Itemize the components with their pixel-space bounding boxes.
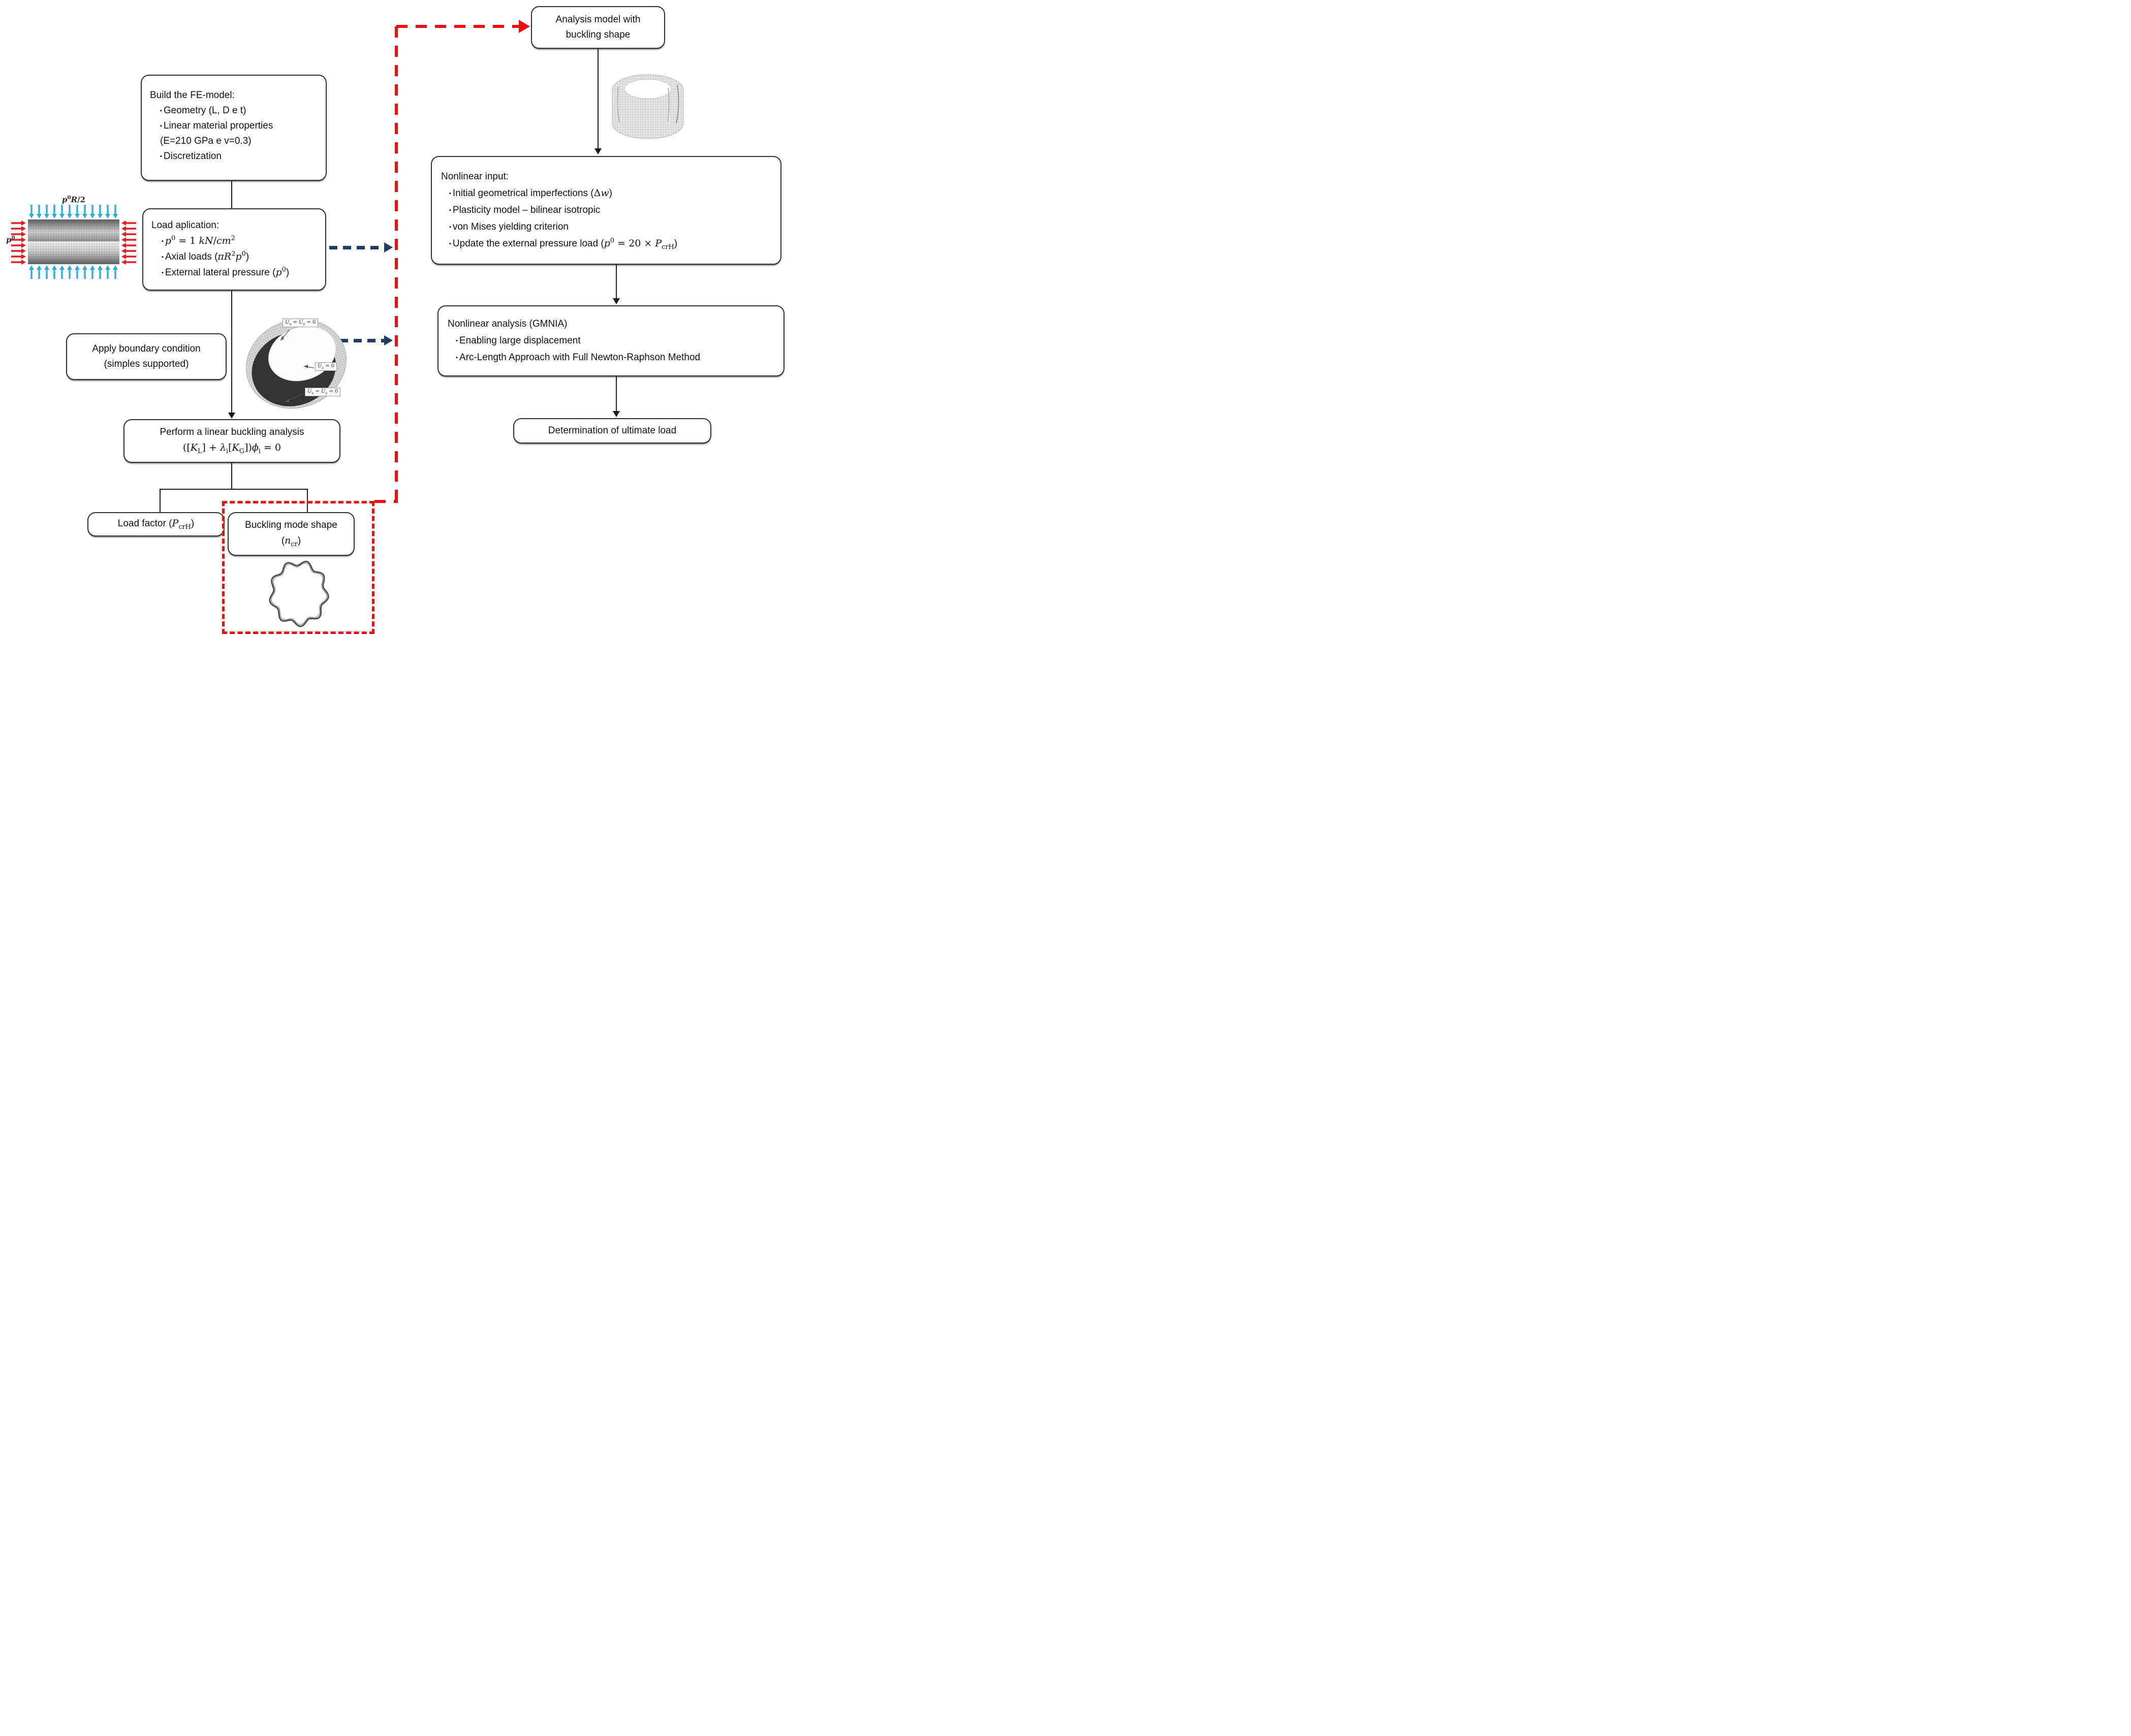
boundary-line1: Apply boundary condition: [92, 343, 201, 354]
buckling-mode-line1: Buckling mode shape: [245, 520, 337, 531]
connector-branch-left: [160, 489, 161, 512]
nl-analysis-displacement: ▪ Enabling large displacement: [456, 335, 581, 346]
buckled-cylinder-svg: [607, 64, 688, 145]
determination-label: Determination of ultimate load: [548, 425, 677, 436]
build-fe-model-box: [141, 75, 327, 181]
bullet-icon: ▪: [449, 224, 451, 231]
load-title: Load aplication:: [151, 220, 220, 231]
buckling-mode-wave: [263, 558, 334, 629]
connector-perform-branch-stem: [231, 463, 232, 489]
pressure-load-diagram: [5, 196, 142, 300]
nl-input-plasticity: ▪ Plasticity model – bilinear isotropic: [449, 205, 601, 216]
arrowhead-down-icon: [613, 298, 620, 304]
ultimate-load-box: [513, 418, 711, 444]
bullet-icon: ▪: [162, 238, 164, 245]
arrowhead-down-icon: [228, 413, 235, 419]
nonlinear-input-box: [431, 156, 781, 265]
nl-analysis-arclength: ▪ Arc-Length Approach with Full Newton-Raphson Method: [456, 352, 701, 363]
connector-nlinput-to-nlanalysis: [616, 265, 617, 298]
bullet-icon: ▪: [160, 123, 162, 130]
bullet-icon: ▪: [162, 254, 164, 261]
red-arrowhead-icon: [519, 20, 530, 33]
arrowhead-down-icon: [613, 411, 620, 417]
perform-line1: Perform a linear buckling analysis: [160, 427, 304, 438]
bc-label-middle: $U_z = 0$: [315, 362, 337, 371]
build-title: Build the FE-model:: [150, 90, 235, 101]
connector-load-to-buckling: [231, 291, 232, 413]
buckling-wave-svg: [263, 558, 334, 629]
load-application-box: [142, 208, 326, 291]
buckling-mode-line2: $(n_{cr})$: [281, 535, 301, 549]
bullet-icon: ▪: [160, 153, 162, 160]
boundary-condition-box: [66, 333, 227, 380]
buckled-cylinder-figure: [607, 64, 688, 145]
nl-input-imperfections: ▪ Initial geometrical imperfections (Δw): [449, 187, 612, 199]
nonlinear-analysis-box: [437, 305, 785, 376]
connector-analysis-to-nlinput: [598, 49, 599, 148]
build-item-discretization: ▪ Discretization: [160, 151, 222, 162]
bullet-icon: ▪: [449, 207, 451, 214]
build-item-material-cont: (E=210 GPa e v=0.3): [160, 136, 252, 147]
connector-branch-horizontal: [160, 489, 308, 490]
bullet-icon: ▪: [449, 241, 451, 247]
boundary-line2: (simples supported): [104, 359, 189, 369]
bullet-icon: ▪: [456, 355, 458, 361]
arrowhead-down-icon: [594, 148, 602, 154]
connector-build-to-load: [231, 181, 232, 208]
bc-label-top: $U_x = U_y = 0$: [283, 319, 318, 327]
bullet-icon: ▪: [449, 191, 451, 197]
red-dashed-top-line: [396, 25, 519, 28]
pressure-top-label: $p^0R/2$: [62, 195, 85, 204]
connector-nlanalysis-to-determination: [616, 376, 617, 411]
flowchart-canvas: [0, 0, 787, 641]
perform-formula: $([K_L] + \lambda_i[K_G])\phi_i = 0$: [182, 442, 281, 456]
build-item-material: ▪ Linear material properties: [160, 120, 273, 132]
pressure-side-label: $p^0$: [6, 235, 15, 244]
load-item-p0: ▪ $p^0 = 1$ $kN/cm^2$: [162, 234, 235, 247]
bullet-icon: ▪: [162, 270, 164, 276]
nonlinear-analysis-title: Nonlinear analysis (GMNIA): [448, 319, 568, 329]
pressure-load-figure: [5, 196, 142, 300]
red-dashed-vertical-line: [395, 26, 398, 501]
bullet-icon: ▪: [160, 108, 162, 114]
nl-input-update-load: ▪ Update the external pressure load $(p^0 = 20 \times P_{crH})$: [449, 237, 678, 251]
nl-input-vonmises: ▪ von Mises yielding criterion: [449, 222, 569, 233]
build-item-geometry: ▪ Geometry (L, D e t): [160, 105, 246, 116]
analysis-model-box: [531, 6, 665, 49]
navy-arrowhead-icon: [384, 242, 393, 252]
analysis-model-label: Analysis model with buckling shape: [555, 14, 641, 40]
bc-label-bottom: $U_x = U_y = 0$: [305, 388, 340, 396]
navy-dashed-arrow-load: [329, 246, 384, 249]
bullet-icon: ▪: [456, 338, 458, 344]
nonlinear-input-title: Nonlinear input:: [441, 171, 509, 182]
load-item-lateral: ▪ External lateral pressure $(p^0)$: [162, 266, 290, 278]
load-factor-box: [87, 512, 225, 536]
load-factor-label: Load factor $(P_{crH})$: [117, 518, 195, 531]
load-item-axial: ▪ Axial loads $(\pi R^2p^0)$: [162, 250, 249, 263]
